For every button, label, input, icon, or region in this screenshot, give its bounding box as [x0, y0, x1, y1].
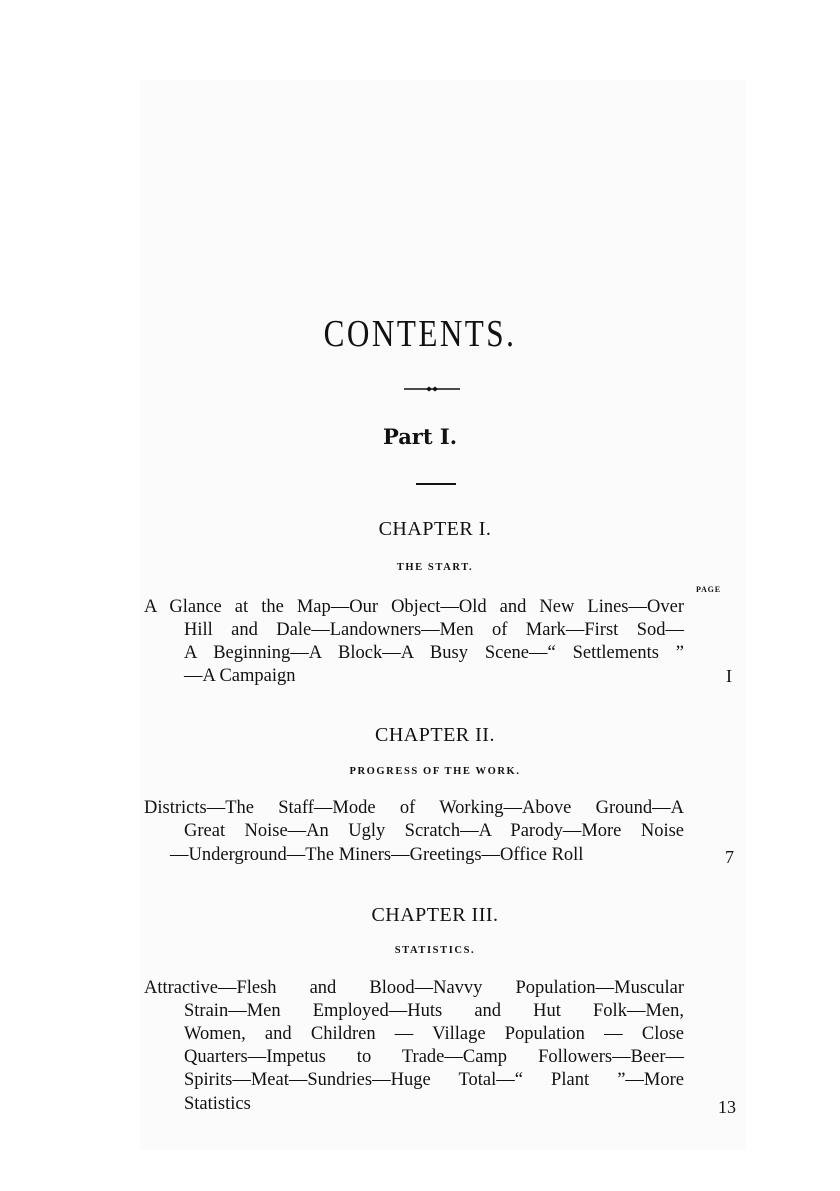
chapter-summary-line: Statistics	[184, 1094, 251, 1114]
chapter-heading: CHAPTER III.	[371, 904, 499, 926]
chapter-summary-line: Quarters—Impetus to Trade—Camp Followers—Beer—	[184, 1047, 684, 1067]
chapter-summary-line: Hill and Dale—Landowners—Men of Mark—First Sod—	[184, 620, 684, 640]
contents-title: CONTENTS.	[323, 313, 517, 355]
chapter-subtitle: THE START.	[396, 562, 474, 573]
chapter-subtitle: PROGRESS OF THE WORK.	[349, 766, 521, 777]
chapter-heading: CHAPTER II.	[375, 724, 495, 746]
ornament-divider	[404, 386, 460, 392]
chapter-summary-line: Great Noise—An Ugly Scratch—A Parody—More Noise	[184, 821, 684, 841]
chapter-summary-line: —Underground—The Miners—Greetings—Office Roll	[170, 845, 584, 865]
chapter-summary-line: Women, and Children — Village Population — Close	[184, 1024, 684, 1044]
page-number: 7	[725, 847, 734, 867]
chapter-summary-line: A Glance at the Map—Our Object—Old and New Lines—Over	[144, 597, 684, 617]
page-number: 13	[718, 1097, 736, 1117]
page-column-heading: PAGE	[696, 585, 721, 594]
page-number: I	[726, 666, 732, 686]
chapter-summary-line: —A Campaign	[184, 666, 296, 686]
chapter-summary-line: A Beginning—A Block—A Busy Scene—“ Settlements ”	[184, 643, 684, 663]
divider-rule	[416, 483, 456, 485]
chapter-summary-line: Strain—Men Employed—Huts and Hut Folk—Men,	[184, 1001, 684, 1021]
chapter-heading: CHAPTER I.	[378, 518, 492, 540]
chapter-subtitle: STATISTICS.	[394, 945, 476, 956]
part-heading: Part I.	[382, 424, 458, 449]
chapter-summary-line: Districts—The Staff—Mode of Working—Above Ground—A	[144, 798, 684, 818]
chapter-summary-line: Attractive—Flesh and Blood—Navvy Population—Muscular	[144, 978, 684, 998]
chapter-summary-line: Spirits—Meat—Sundries—Huge Total—“ Plant ”—More	[184, 1070, 684, 1090]
